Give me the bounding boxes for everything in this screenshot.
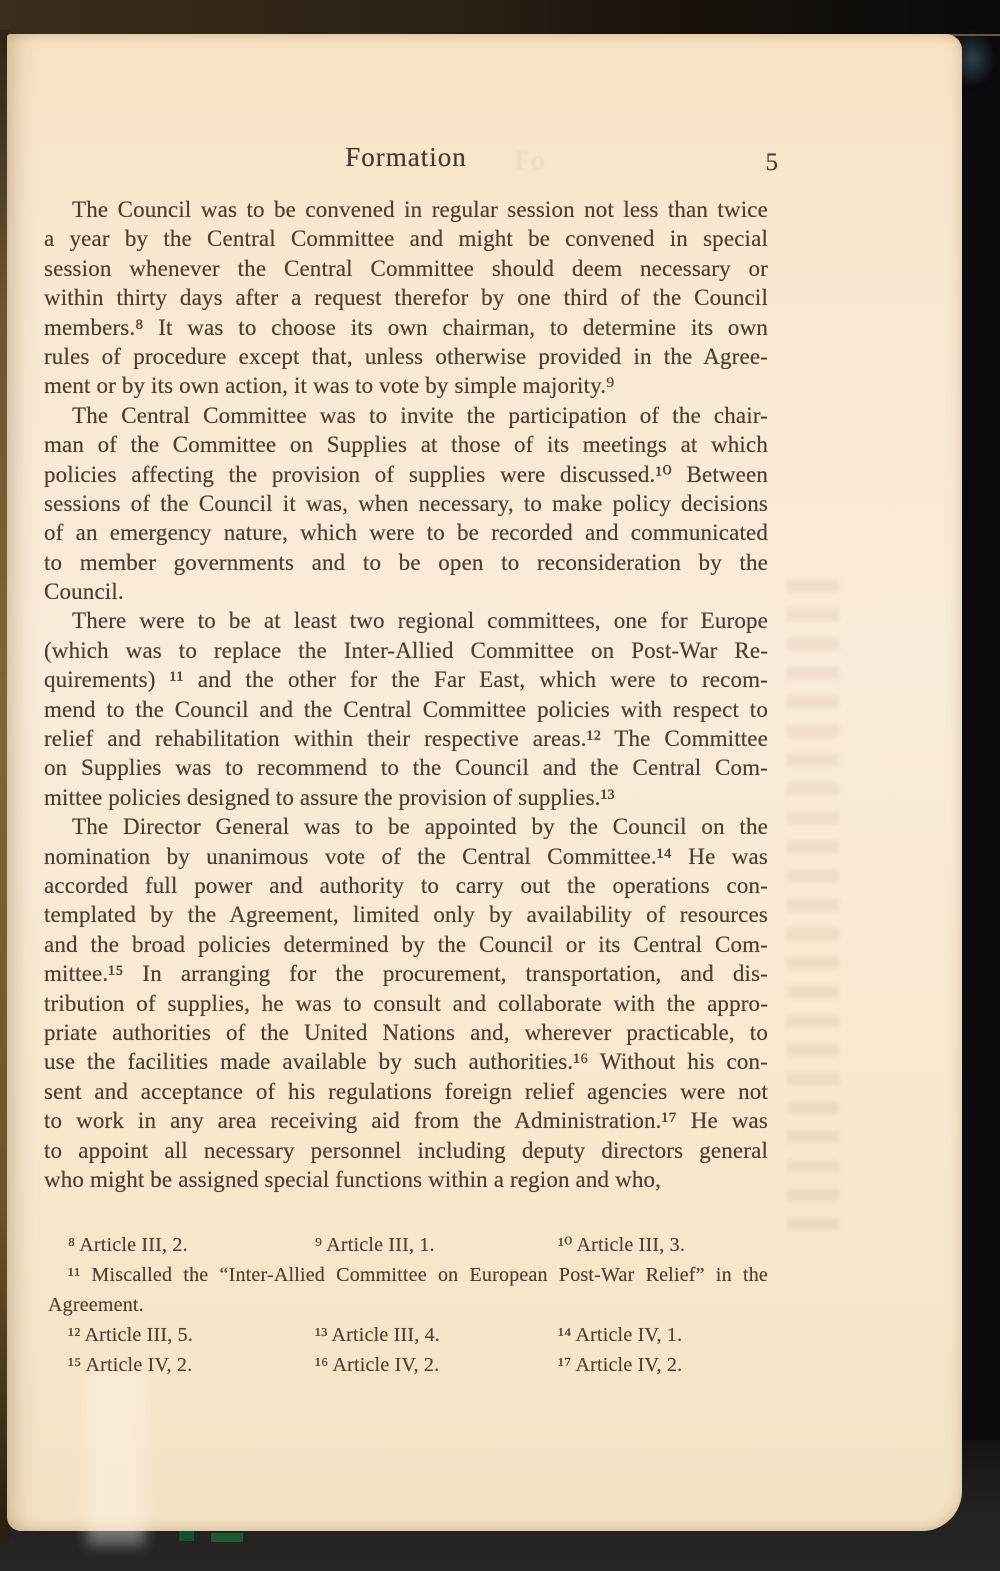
text-line: The Central Committee was to invite the participation of the chair- [72,402,768,428]
text-line: to member governments and to be open to reconsideration by the [44,549,768,575]
footnote: ¹⁰ Article III, 3. [558,1234,686,1256]
text-line: a year by the Central Committee and might be convened in special [44,226,768,252]
body-text [44,195,768,1194]
text-line: to work in any area receiving aid from the Administration.¹⁷ He was [44,1108,768,1134]
green-mark [211,1533,243,1542]
book-page [7,34,962,1531]
footnote: ⁹ Article III, 1. [315,1234,435,1256]
text-line: (which was to replace the Inter-Allied Committee on Post-War Re- [44,637,768,663]
text-line: accorded full power and authority to carry out the operations con- [44,872,768,898]
footnote: ¹¹ Miscalled the “Inter-Allied Committee on European Post-War Relief” in the [68,1264,768,1286]
footnote: ¹³ Article III, 4. [315,1324,440,1346]
footnote: ¹⁵ Article IV, 2. [68,1354,193,1376]
text-line: to appoint all necessary personnel including deputy directors general [44,1137,768,1163]
ink-showthrough-header: Fo [515,146,547,175]
body-paragraph [44,606,768,812]
text-line: The Director General was to be appointed by the Council on the [72,814,768,840]
footnote-row [44,1320,768,1350]
footnote: ¹² Article III, 5. [68,1324,193,1346]
scan-light-band [87,1370,145,1545]
text-line: templated by the Agreement, limited only by availability of resources [44,902,768,928]
body-paragraph [44,195,768,401]
text-line: and the broad policies determined by the Council or its Central Com- [44,931,768,957]
text-line: who might be assigned special functions within a region and who, [44,1166,662,1192]
body-paragraph [44,401,768,607]
text-line: of an emergency nature, which were to be recorded and communicated [44,520,768,546]
text-line: within thirty days after a request therefor by one third of the Council [44,285,768,311]
text-line: session whenever the Central Committee should deem necessary or [44,255,768,281]
text-line: rules of procedure except that, unless otherwise provided in the Agree- [44,343,768,369]
footnote-row [44,1350,768,1380]
text-line: The Council was to be convened in regular session not less than twice [72,197,768,222]
page-number: 5 [765,149,778,176]
text-line: tribution of supplies, he was to consult and collaborate with the appro- [44,990,768,1016]
ink-showthrough-margin [787,580,839,1230]
text-line: quirements) ¹¹ and the other for the Far East, which were to recom- [44,667,768,693]
footnotes [44,1230,768,1380]
text-line: mittee policies designed to assure the provision of supplies.¹³ [44,784,615,810]
text-line: sessions of the Council it was, when necessary, to make policy decisions [44,490,768,516]
text-line: ment or by its own action, it was to vote by simple majority.⁹ [44,373,615,399]
text-line: nomination by unanimous vote of the Central Committee.¹⁴ He was [44,843,768,869]
footnote: ¹⁷ Article IV, 2. [558,1354,683,1376]
text-line: members.⁸ It was to choose its own chairman, to determine its own [44,314,768,340]
footnote: ⁸ Article III, 2. [68,1234,188,1256]
text-line: policies affecting the provision of supplies were discussed.¹⁰ Between [44,461,768,487]
footnote: ¹⁴ Article IV, 1. [558,1324,683,1346]
scan-background-top [0,0,1000,36]
footnote: ¹⁶ Article IV, 2. [315,1354,440,1376]
running-header-title: Formation [345,142,467,172]
footnote-row [44,1230,768,1260]
text-line: mittee.¹⁵ In arranging for the procurement, transportation, and dis- [44,961,768,987]
text-line: mend to the Council and the Central Committee policies with respect to [44,696,768,722]
text-line: man of the Committee on Supplies at those of its meetings at which [44,432,768,458]
text-line: priate authorities of the United Nations and, wherever practicable, to [44,1019,768,1045]
footnote: Agreement. [48,1294,144,1316]
text-line: There were to be at least two regional committees, one for Europe [72,608,768,634]
page-header [44,142,778,186]
text-line: sent and acceptance of his regulations foreign relief agencies were not [44,1078,768,1104]
text-line: Council. [44,579,124,605]
body-paragraph [44,812,768,1194]
green-mark [179,1531,194,1541]
text-line: relief and rehabilitation within their respective areas.¹² The Committee [44,726,768,752]
text-line: use the facilities made available by such authorities.¹⁶ Without his con- [44,1049,768,1075]
text-line: on Supplies was to recommend to the Council and the Central Com- [44,755,768,781]
